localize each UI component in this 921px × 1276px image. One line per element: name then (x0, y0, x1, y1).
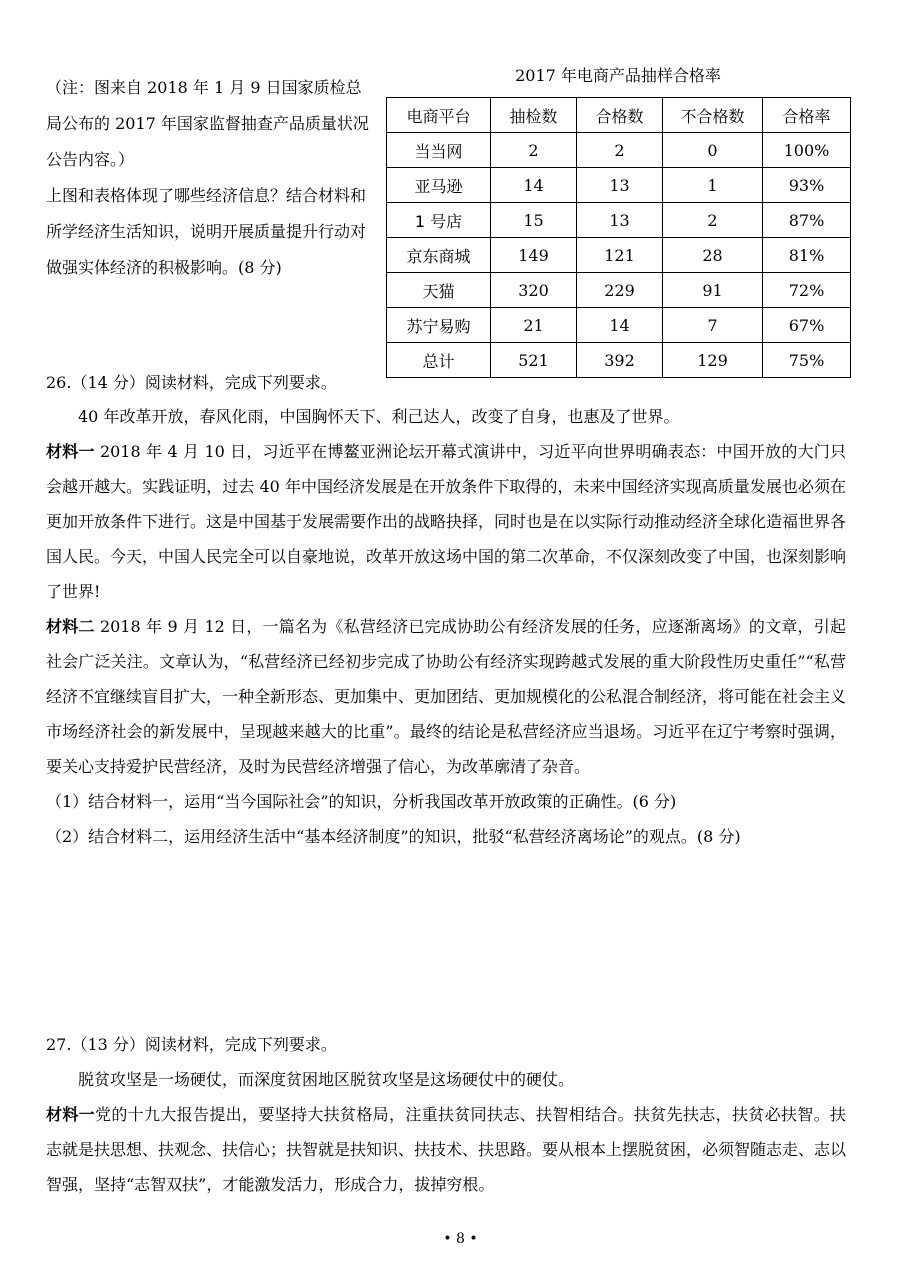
table-cell: 2 (491, 133, 577, 168)
table-cell: 28 (663, 238, 763, 273)
page-number: • 8 • (443, 1231, 478, 1247)
q27-material-1 (46, 1097, 846, 1202)
q26-heading: 26.（14 分）阅读材料，完成下列要求。 (46, 373, 337, 392)
table-cell: 121 (577, 238, 663, 273)
table-cell: 229 (577, 273, 663, 308)
material-label: 材料一 (46, 1105, 95, 1124)
table-cell: 521 (491, 343, 577, 378)
note-source: （注：图来自 2018 年 1 月 9 日国家质检总局公布的 2017 年国家监督抽查产品质量状况公告内容。） (46, 78, 369, 169)
table-cell: 392 (577, 343, 663, 378)
table-cell: 京东商城 (387, 238, 491, 273)
table-row (387, 273, 851, 308)
table-header-cell: 抽检数 (491, 98, 577, 133)
table-cell: 总计 (387, 343, 491, 378)
table-cell: 67% (763, 308, 851, 343)
table-cell: 天猫 (387, 273, 491, 308)
table-cell: 1 (663, 168, 763, 203)
q26-material-1 (46, 434, 846, 609)
q26-subquestion-1: （1）结合材料一，运用“当今国际社会”的知识，分析我国改革开放政策的正确性。(6 分) (46, 792, 677, 811)
q26-intro: 40 年改革开放，春风化雨，中国胸怀天下、利己达人，改变了自身，也惠及了世界。 (78, 407, 680, 426)
table-cell: 149 (491, 238, 577, 273)
table-cell: 14 (577, 308, 663, 343)
table-row (387, 308, 851, 343)
table-cell: 0 (663, 133, 763, 168)
table-cell: 2 (663, 203, 763, 238)
table-cell: 2 (577, 133, 663, 168)
table-cell: 100% (763, 133, 851, 168)
table-cell: 13 (577, 203, 663, 238)
table-row (387, 238, 851, 273)
table-title: 2017 年电商产品抽样合格率 (515, 66, 721, 85)
material-label: 材料二 (46, 617, 95, 636)
q27-intro: 脱贫攻坚是一场硬仗，而深度贫困地区脱贫攻坚是这场硬仗中的硬仗。 (78, 1070, 575, 1089)
table-cell: 81% (763, 238, 851, 273)
table-cell: 15 (491, 203, 577, 238)
pass-rate-table-block (386, 62, 850, 378)
table-cell: 75% (763, 343, 851, 378)
pass-rate-table (386, 97, 851, 378)
table-row-total (387, 343, 851, 378)
table-cell: 苏宁易购 (387, 308, 491, 343)
table-cell: 87% (763, 203, 851, 238)
q27-heading: 27.（13 分）阅读材料，完成下列要求。 (46, 1035, 337, 1054)
table-cell: 13 (577, 168, 663, 203)
table-cell: 21 (491, 308, 577, 343)
table-cell: 1 号店 (387, 203, 491, 238)
table-row (387, 203, 851, 238)
q26-material-2 (46, 609, 846, 784)
q26-body (46, 399, 846, 854)
note-question: 上图和表格体现了哪些经济信息？结合材料和所学经济生活知识，说明开展质量提升行动对做强实体经济的积极影响。(8 分) (46, 186, 367, 277)
table-cell: 7 (663, 308, 763, 343)
material-text: 党的十九大报告提出，要坚持大扶贫格局，注重扶贫同扶志、扶智相结合。扶贫先扶志，扶贫必扶智。扶志就是扶思想、扶观念、扶信心；扶智就是扶知识、扶技术、扶思路。要从根本上摆脱贫困，必须智随志走、志以智强，坚持“志智双扶”，才能激发活力，形成合力，拔掉穷根。 (46, 1105, 847, 1194)
table-row (387, 133, 851, 168)
table-row (387, 168, 851, 203)
table-header-row (387, 98, 851, 133)
table-cell: 14 (491, 168, 577, 203)
table-cell: 129 (663, 343, 763, 378)
table-header-cell: 不合格数 (663, 98, 763, 133)
table-header-cell: 合格数 (577, 98, 663, 133)
table-cell: 320 (491, 273, 577, 308)
table-cell: 当当网 (387, 133, 491, 168)
table-cell: 72% (763, 273, 851, 308)
table-cell: 91 (663, 273, 763, 308)
table-header-cell: 合格率 (763, 98, 851, 133)
table-cell: 亚马逊 (387, 168, 491, 203)
table-cell: 93% (763, 168, 851, 203)
material-label: 材料一 (46, 442, 95, 461)
figure-note (46, 70, 376, 286)
q26-subquestion-2: （2）结合材料二，运用经济生活中“基本经济制度”的知识，批驳“私营经济离场论”的观点。(8 分) (46, 827, 741, 846)
q27-body (46, 1027, 846, 1202)
material-text: 2018 年 4 月 10 日，习近平在博鳌亚洲论坛开幕式演讲中，习近平向世界明确表态：中国开放的大门只会越开越大。实践证明，过去 40 年中国经济发展是在开放条件下取得的，未来中国经济实现高质量发展也必须在更加开放条件下进行。这是中国基于发展需要作出的战略抉择，同时也是在以实际行动推动经济全球化造福世界各国人民。今天，中国人民完全可以自豪地说，改革开放这场中国的第二次革命，不仅深刻改变了中国，也深刻影响了世界! (46, 442, 847, 601)
table-header-cell: 电商平台 (387, 98, 491, 133)
material-text: 2018 年 9 月 12 日，一篇名为《私营经济已完成协助公有经济发展的任务，应逐渐离场》的文章，引起社会广泛关注。文章认为，“私营经济已经初步完成了协助公有经济实现跨越式发展的重大阶段性历史重任”“私营经济不宜继续盲目扩大，一种全新形态、更加集中、更加团结、更加规模化的公私混合制经济，将可能在社会主义市场经济社会的新发展中，呈现越来越大的比重”。最终的结论是私营经济应当退场。习近平在辽宁考察时强调，要关心支持爱护民营经济，及时为民营经济增强了信心，为改革廓清了杂音。 (46, 617, 847, 776)
